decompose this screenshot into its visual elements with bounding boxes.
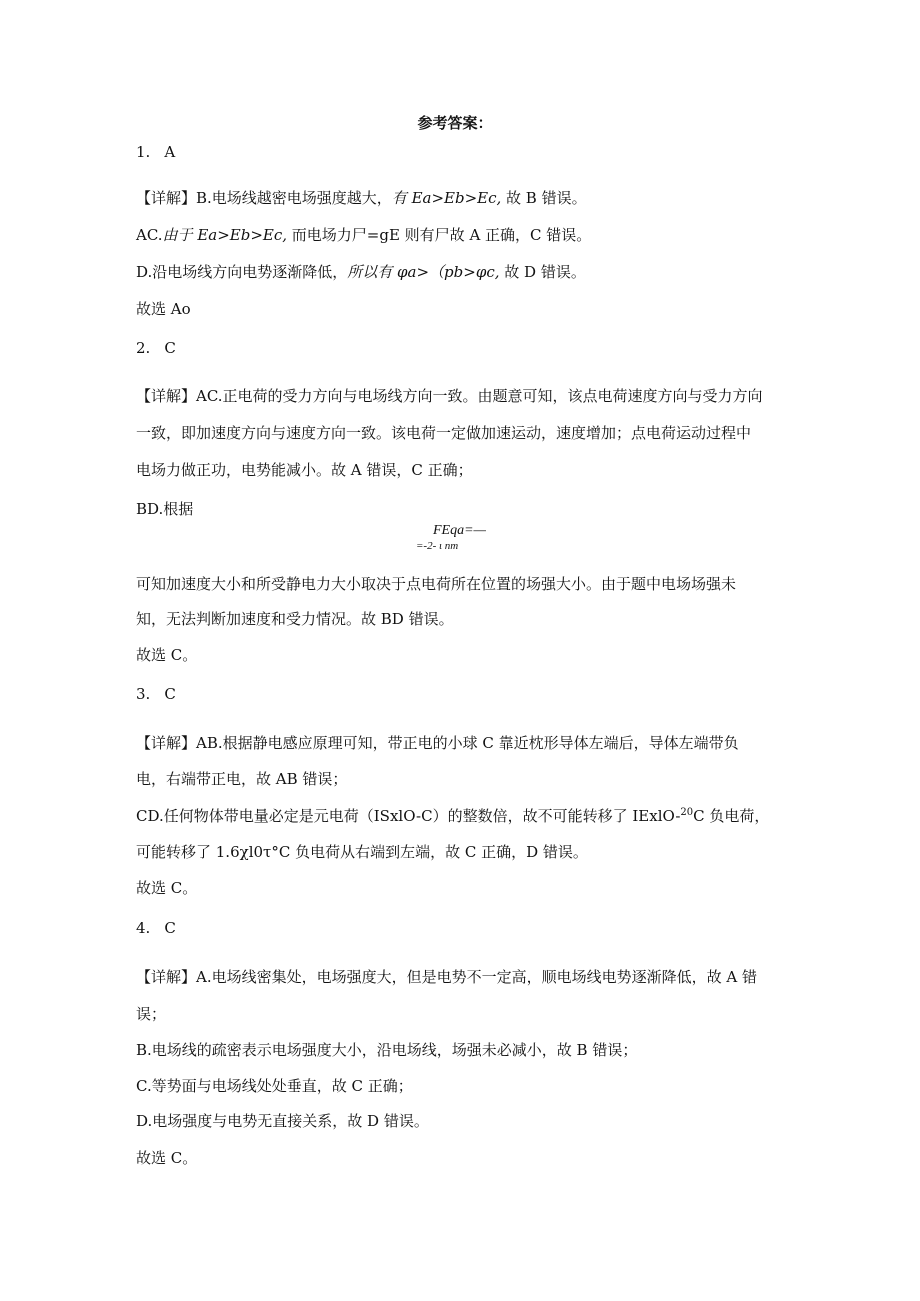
q4-explanation-line-1: 【详解】A.电场线密集处，电场强度大，但是电势不一定高，顺电场线电势逐渐降低，故 A 错 [136,968,757,986]
q4-explanation-line-4: C.等势面与电场线处处垂直，故 C 正确； [136,1077,413,1095]
q2-explanation-line-1: 【详解】AC.正电荷的受力方向与电场线方向一致。由题意可知，该点电荷速度方向与受力方向 [136,387,763,405]
q3-explanation-line-4: 可能转移了 1.6χl0τ°C 负电荷从右端到左端，故 C 正确，D 错误。 [136,843,588,861]
answer-letter-2: C [164,339,176,357]
answer-number-4: 4. C [136,919,176,937]
answer-letter-1: A [164,143,176,161]
q2-explanation-line-5: 可知加速度大小和所受静电力大小取决于点电荷所在位置的场强大小。由于题中电场场强未 [136,575,737,593]
q4-explanation-line-3: B.电场线的疏密表示电场强度大小，沿电场线，场强未必减小，故 B 错误； [136,1041,638,1059]
answer-number-2: 2. C [136,339,176,357]
q4-explanation-line-2: 误； [136,1005,167,1023]
q2-explanation-line-4: BD.根据 [136,500,194,518]
q1-conclusion: 故选 Ao [136,300,191,318]
q2-conclusion: 故选 C。 [136,646,198,664]
q1-explanation-line-2: AC.由于 Ea>Eb>Ec, 而电场力尸=gE 则有尸故 A 正确，C 错误。 [136,226,592,244]
page-title: 参考答案： [417,114,493,132]
q2-explanation-line-3: 电场力做正功，电势能减小。故 A 错误，C 正确； [136,461,473,479]
formula-numerator: FEqa=— [433,523,486,538]
q1-explanation-line-3: D.沿电场线方向电势逐渐降低，所以有 φa>（pb>φc, 故 D 错误。 [136,263,586,281]
q3-explanation-line-3: CD.任何物体带电量必定是元电荷（ISxlO-C）的整数倍，故不可能转移了 IExlO-$^{20}$C 负电荷， [136,807,770,825]
q3-conclusion: 故选 C。 [136,879,198,897]
q2-explanation-line-2: 一致，即加速度方向与速度方向一致。该电荷一定做加速运动，速度增加；点电荷运动过程中 [136,424,752,442]
q4-explanation-line-5: D.电场强度与电势无直接关系，故 D 错误。 [136,1112,429,1130]
q1-explanation-line-1: 【详解】B.电场线越密电场强度越大，有 Ea>Eb>Ec, 故 B 错误。 [136,189,587,207]
formula-denominator: =-2- ι nm [416,540,459,552]
q4-conclusion: 故选 C。 [136,1149,198,1167]
q3-explanation-line-1: 【详解】AB.根据静电感应原理可知，带正电的小球 C 靠近枕形导体左端后，导体左端带负 [136,734,739,752]
q2-explanation-line-6: 知，无法判断加速度和受力情况。故 BD 错误。 [136,610,454,628]
answer-letter-4: C [164,919,176,937]
q3-explanation-line-2: 电，右端带正电，故 AB 错误； [136,770,348,788]
answer-letter-3: C [164,685,176,703]
answer-number-3: 3. C [136,685,176,703]
answer-number-1: 1. A [136,143,176,161]
